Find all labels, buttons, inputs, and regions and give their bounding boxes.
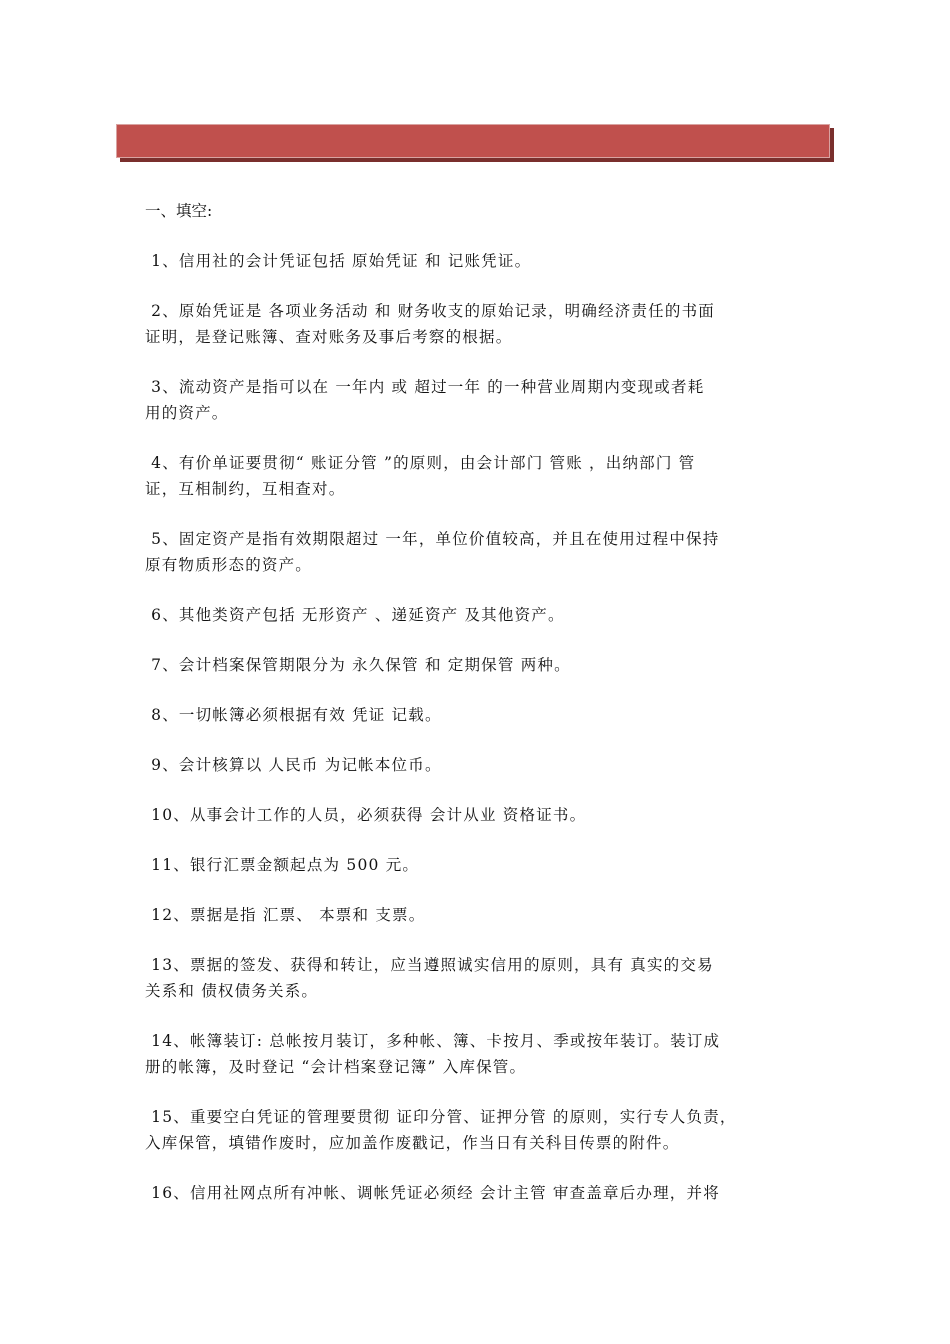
item-line: 入库保管，填错作废时，应加盖作废戳记，作当日有关科目传票的附件。	[145, 1134, 680, 1152]
item-line: 11、银行汇票金额起点为 500 元。	[145, 856, 420, 874]
list-item	[145, 526, 815, 578]
list-item	[145, 450, 815, 502]
item-line: 15、重要空白凭证的管理要贯彻 证印分管、证押分管 的原则，实行专人负责，	[145, 1108, 737, 1126]
list-item	[145, 1180, 815, 1206]
item-line: 6、其他类资产包括 无形资产 、递延资产 及其他资产。	[145, 606, 565, 624]
list-item	[145, 602, 815, 628]
list-item	[145, 1104, 815, 1156]
item-line: 1、信用社的会计凭证包括 原始凭证 和 记账凭证。	[145, 252, 532, 270]
item-line: 4、有价单证要贯彻“ 账证分管 ”的原则，由会计部门 管账 ，出纳部门 管	[145, 454, 696, 472]
list-item	[145, 1028, 815, 1080]
list-item	[145, 952, 815, 1004]
item-line: 13、票据的签发、获得和转让，应当遵照诚实信用的原则，具有 真实的交易	[145, 956, 714, 974]
list-item	[145, 902, 815, 928]
item-list	[145, 248, 815, 1206]
section-heading: 一、填空:	[145, 202, 213, 220]
item-line: 关系和 债权债务关系。	[145, 982, 319, 1000]
item-line: 用的资产。	[145, 404, 229, 422]
list-item	[145, 702, 815, 728]
item-line: 9、会计核算以 人民币 为记帐本位币。	[145, 756, 442, 774]
document-body	[145, 198, 815, 1230]
item-line: 8、一切帐簿必须根据有效 凭证 记载。	[145, 706, 442, 724]
title-banner	[116, 124, 830, 158]
item-line: 证，互相制约，互相查对。	[145, 480, 346, 498]
list-item	[145, 752, 815, 778]
list-item	[145, 298, 815, 350]
item-line: 10、从事会计工作的人员，必须获得 会计从业 资格证书。	[145, 806, 587, 824]
list-item	[145, 374, 815, 426]
list-item	[145, 652, 815, 678]
item-line: 14、帐簿装订: 总帐按月装订，多种帐、簿、卡按月、季或按年装订。装订成	[145, 1032, 721, 1050]
item-line: 16、信用社网点所有冲帐、调帐凭证必须经 会计主管 审查盖章后办理，并将	[145, 1184, 720, 1202]
item-line: 5、固定资产是指有效期限超过 一年，单位价值较高，并且在使用过程中保持	[145, 530, 720, 548]
list-item	[145, 802, 815, 828]
item-line: 2、原始凭证是 各项业务活动 和 财务收支的原始记录，明确经济责任的书面	[145, 302, 715, 320]
item-line: 7、会计档案保管期限分为 永久保管 和 定期保管 两种。	[145, 656, 571, 674]
item-line: 12、票据是指 汇票、 本票和 支票。	[145, 906, 426, 924]
item-line: 原有物质形态的资产。	[145, 556, 313, 574]
list-item	[145, 248, 815, 274]
item-line: 3、流动资产是指可以在 一年内 或 超过一年 的一种营业周期内变现或者耗	[145, 378, 705, 396]
list-item	[145, 852, 815, 878]
item-line: 证明，是登记账簿、查对账务及事后考察的根据。	[145, 328, 513, 346]
item-line: 册的帐簿，及时登记 “会计档案登记簿” 入库保管。	[145, 1058, 527, 1076]
